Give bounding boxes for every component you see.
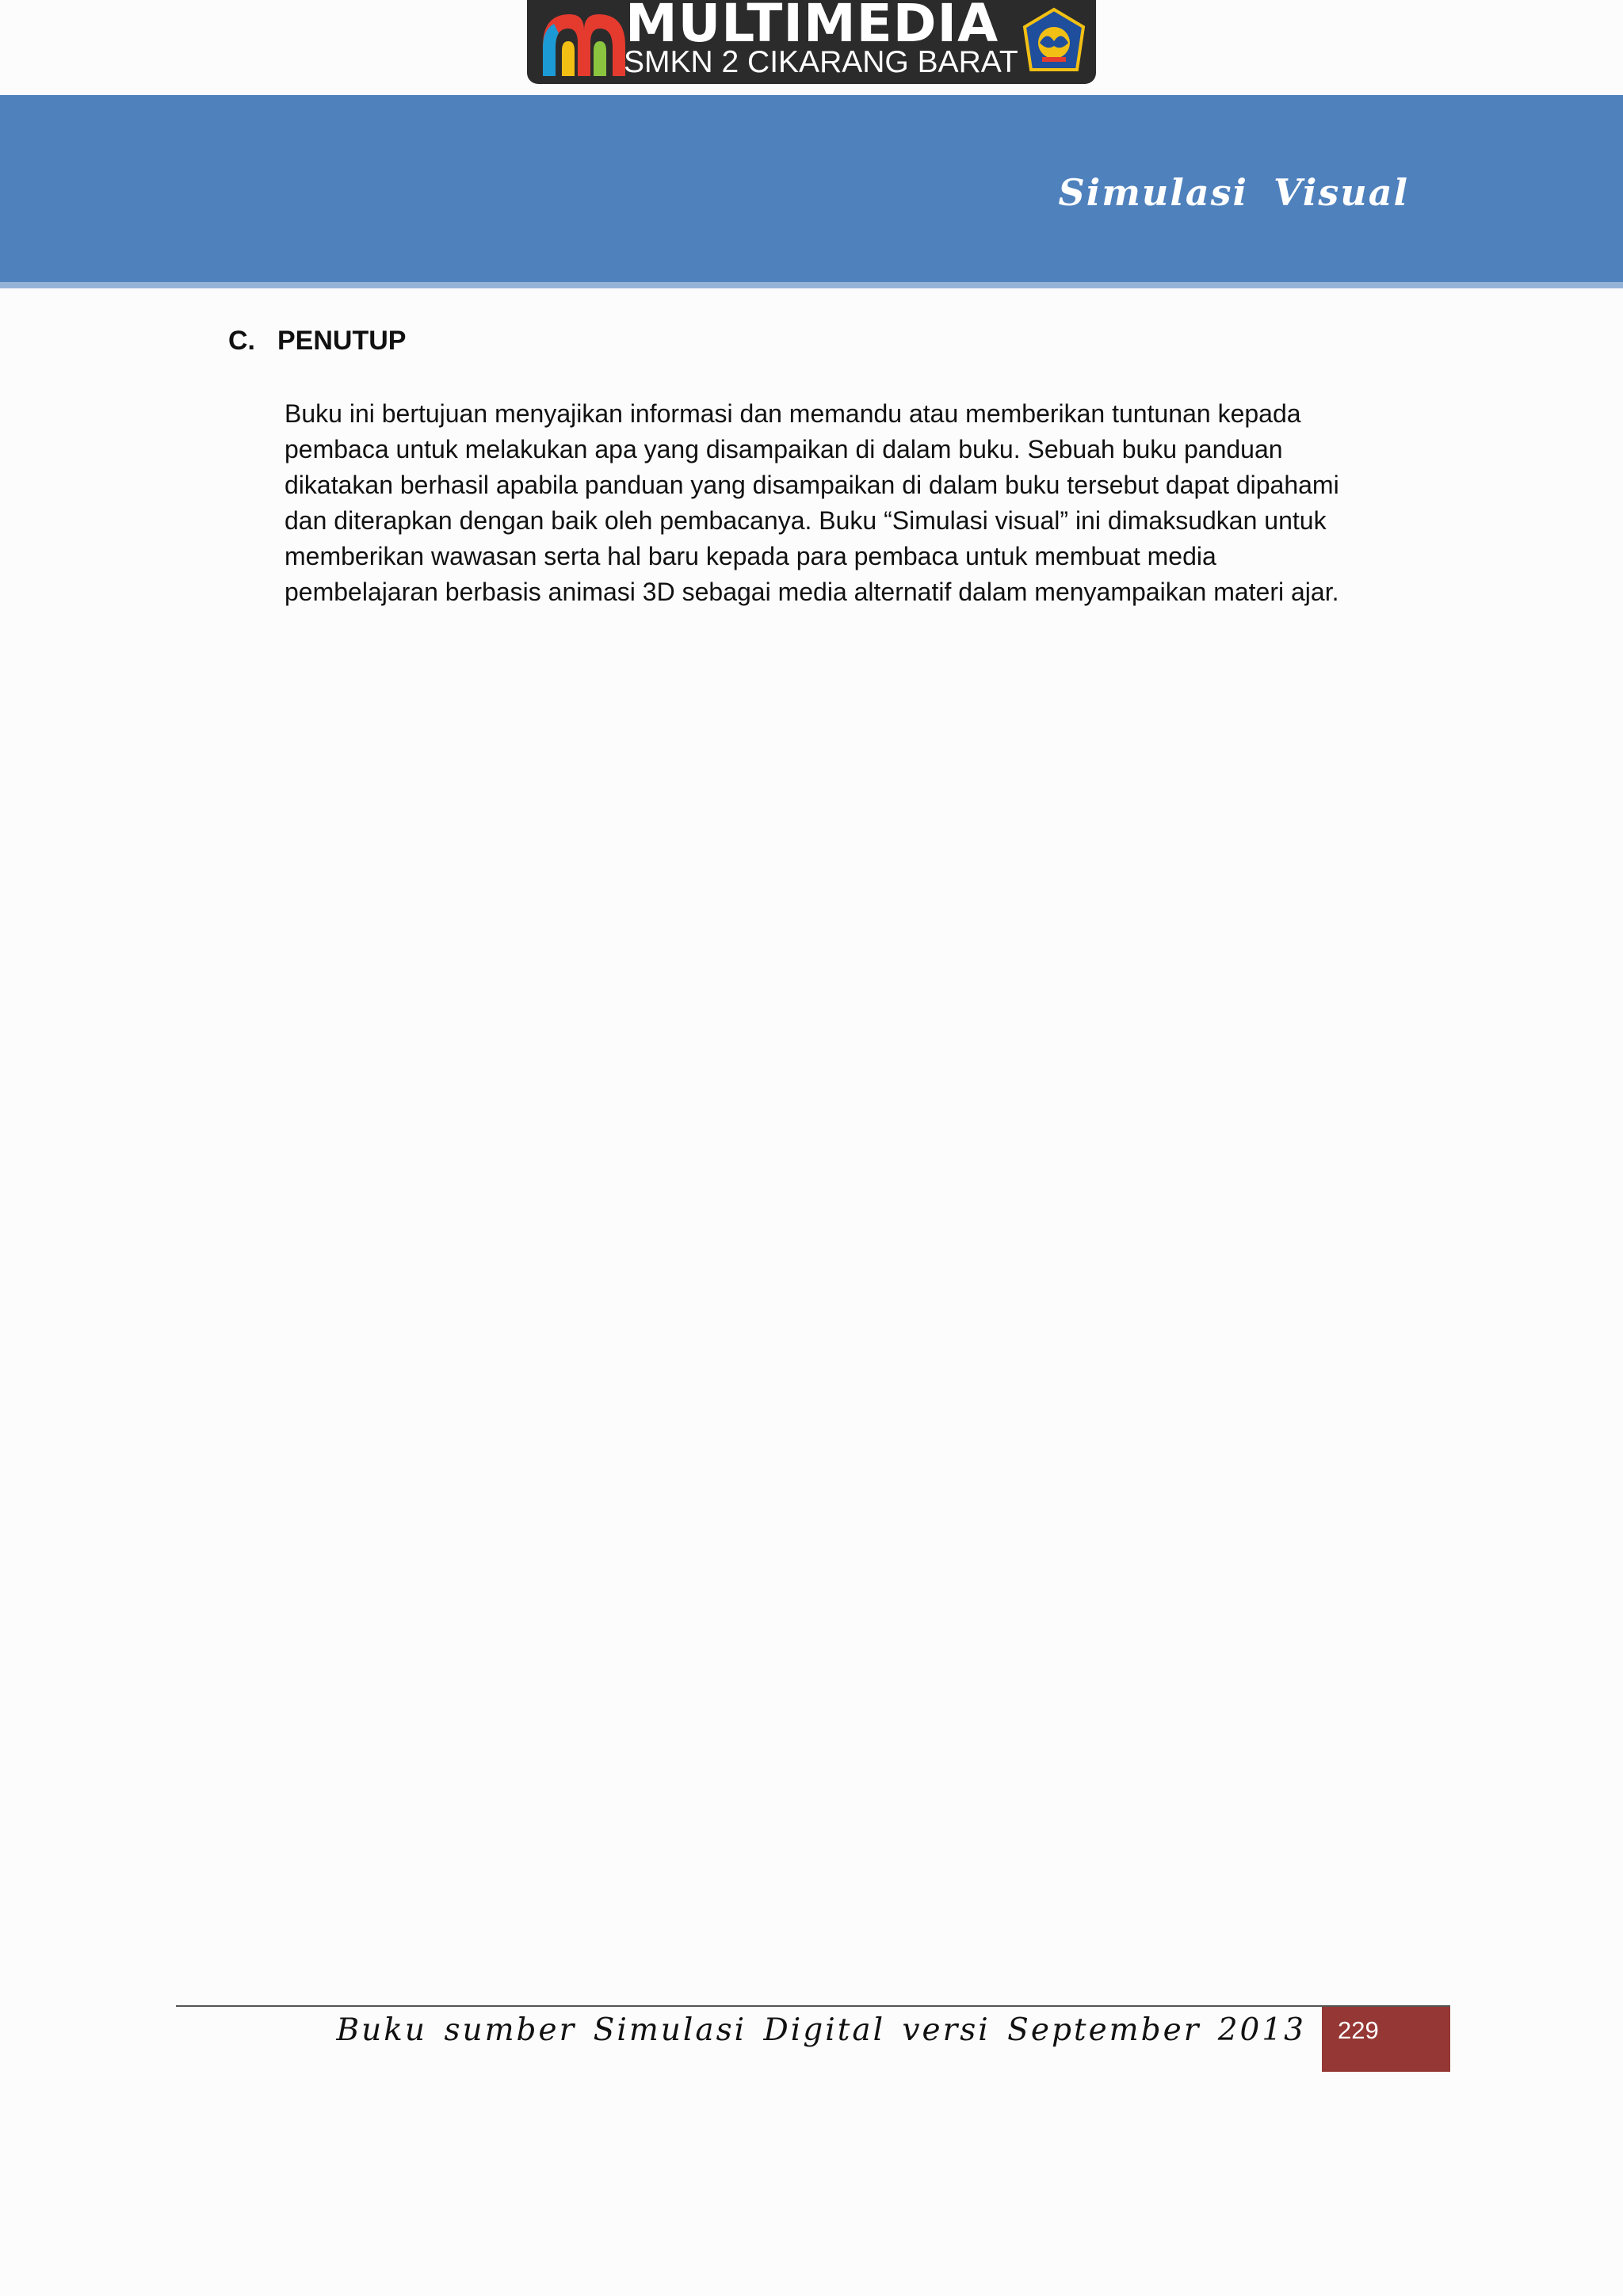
logo-subtitle: SMKN 2 CIKARANG BARAT (624, 45, 1018, 79)
multimedia-arch-icon (538, 6, 630, 78)
section-letter: C. (228, 326, 255, 356)
multimedia-logo (527, 0, 1096, 84)
paragraph-line: pembaca untuk melakukan apa yang disampaikan di dalam buku. Sebuah buku panduan (285, 435, 1283, 463)
paragraph-line: memberikan wawasan serta hal baru kepada para pembaca untuk membuat media (285, 542, 1216, 570)
section-title: PENUTUP (277, 326, 407, 356)
paragraph-line: dikatakan berhasil apabila panduan yang disampaikan di dalam buku tersebut dapat dipahami (285, 471, 1339, 499)
section-heading (228, 326, 406, 357)
page-number-box (1322, 2007, 1450, 2072)
logo-title: MULTIMEDIA (625, 0, 999, 54)
footer-text: Buku sumber Simulasi Digital versi September 2013 (336, 2012, 1306, 2048)
paragraph-line: pembelajaran berbasis animasi 3D sebagai media alternatif dalam menyampaikan materi ajar. (285, 578, 1339, 606)
section-paragraph (285, 396, 1410, 610)
page-header-title: Simulasi Visual (1058, 171, 1409, 214)
school-emblem-icon (1020, 6, 1088, 78)
footer-rule (176, 2005, 1450, 2007)
paragraph-line: dan diterapkan dengan baik oleh pembacanya. Buku “Simulasi visual” ini dimaksudkan untuk (285, 506, 1327, 535)
header-rule (0, 282, 1623, 288)
paragraph-line: Buku ini bertujuan menyajikan informasi dan memandu atau memberikan tuntunan kepada (285, 399, 1301, 428)
page-number: 229 (1338, 2016, 1379, 2044)
